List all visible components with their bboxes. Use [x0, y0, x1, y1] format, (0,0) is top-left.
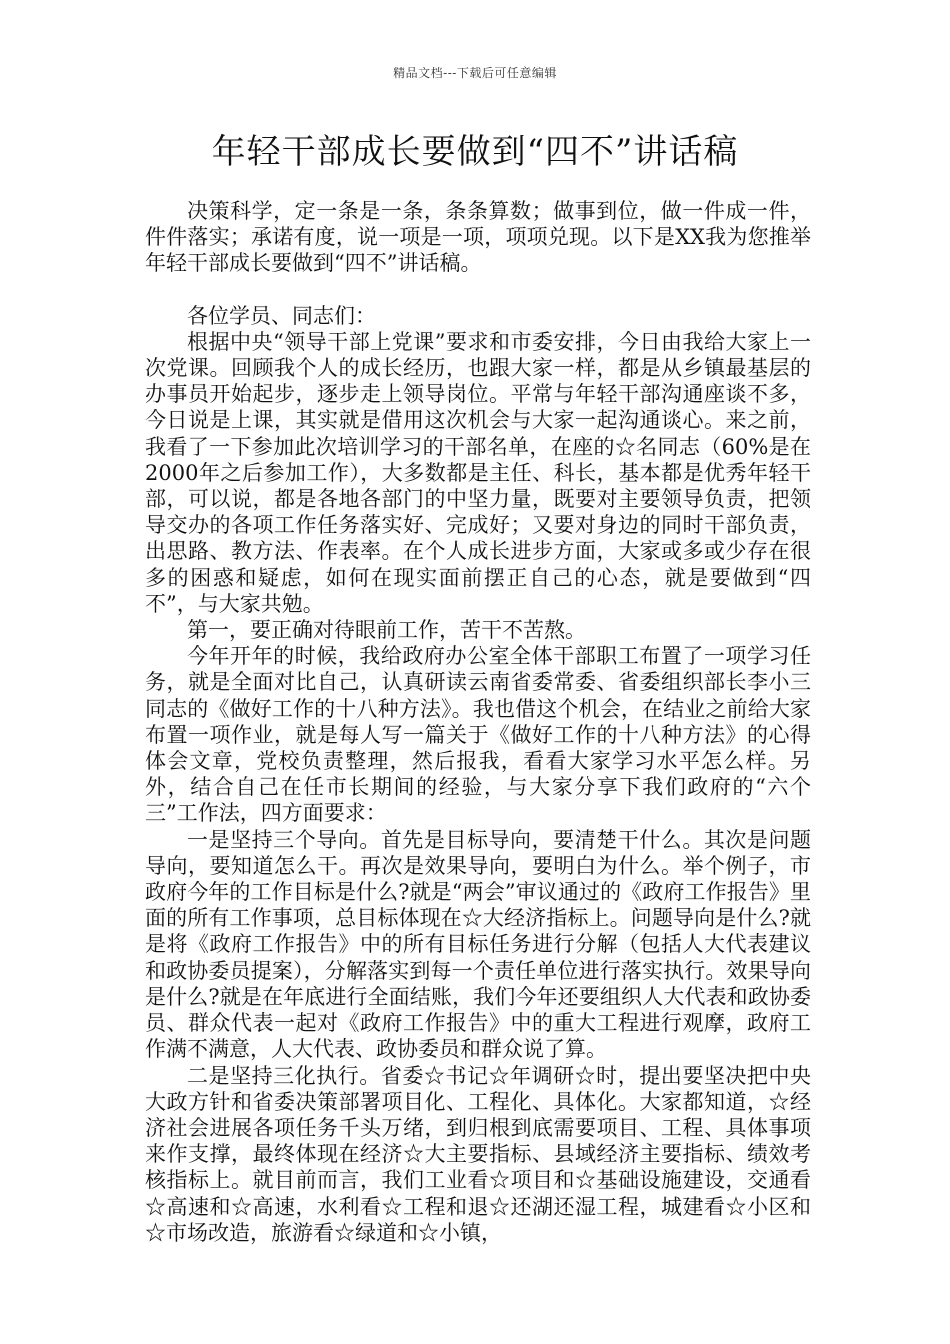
salutation-paragraph: 各位学员、同志们：	[187, 303, 376, 328]
body-paragraph: 一是坚持三个导向。首先是目标导向，要清楚干什么。其次是问题导向，要知道怎么干。再次是效果导向，要明白为什么。举个例子，市政府今年的工作目标是什么?就是“两会”审议通过的《政府工作报告》里面的所有工作事项，总目标体现在☆大经济指标上。问题导向是什么?就是将《政府工作报告》中的所有目标任务进行分解（包括人大代表建议和政协委员提案），分解落实到每一个责任单位进行落实执行。效果导向是什么?就是在年底进行全面结账，我们今年还要组织人大代表和政协委员、群众代表一起对《政府工作报告》中的重大工程进行观摩，政府工作满不满意，人大代表、政协委员和群众说了算。	[145, 827, 811, 1062]
body-paragraph: 今年开年的时候，我给政府办公室全体干部职工布置了一项学习任务，就是全面对比自己，认真研读云南省委常委、省委组织部长李小三同志的《做好工作的十八种方法》。我也借这个机会，在结业之前给大家布置一项作业，就是每人写一篇关于《做好工作的十八种方法》的心得体会文章，党校负责整理，然后报我，看看大家学习水平怎么样。另外，结合自己在任市长期间的经验，与大家分享下我们政府的“六个三”工作法，四方面要求：	[145, 644, 811, 826]
body-paragraph: 根据中央“领导干部上党课”要求和市委安排，今日由我给大家上一次党课。回顾我个人的成长经历，也跟大家一样，都是从乡镇最基层的办事员开始起步，逐步走上领导岗位。平常与年轻干部沟通座谈不多，今日说是上课，其实就是借用这次机会与大家一起沟通谈心。来之前，我看了一下参加此次培训学习的干部名单，在座的☆名同志（60%是在2000年之后参加工作），大多数都是主任、科长，基本都是优秀年轻干部，可以说，都是各地各部门的中坚力量，既要对主要领导负责，把领导交办的各项工作任务落实好、完成好；又要对身边的同时干部负责，出思路、教方法、作表率。在个人成长进步方面，大家或多或少存在很多的困惑和疑虑，如何在现实面前摆正自己的心态，就是要做到“四不”，与大家共勉。	[145, 329, 811, 616]
section-heading-paragraph: 第一，要正确对待眼前工作，苦干不苦熬。	[187, 618, 586, 643]
intro-paragraph: 决策科学，定一条是一条，条条算数；做事到位，做一件成一件，件件落实；承诺有度，说一项是一项，项项兑现。以下是XX我为您推举年轻干部成长要做到“四不”讲话稿。	[145, 199, 811, 276]
body-paragraph: 二是坚持三化执行。省委☆书记☆年调研☆时，提出要坚决把中央大政方针和省委决策部署项目化、工程化、具体化。大家都知道，☆经济社会进展各项任务千头万绪，到归根到底需要项目、工程、具体事项来作支撑，最终体现在经济☆大主要指标、县域经济主要指标、绩效考核指标上。就目前而言，我们工业看☆项目和☆基础设施建设，交通看☆高速和☆高速，水利看☆工程和退☆还湖还湿工程，城建看☆小区和☆市场改造，旅游看☆绿道和☆小镇，	[145, 1063, 811, 1245]
page-title: 年轻干部成长要做到“四不”讲话稿	[211, 132, 739, 172]
header-note: 精品文档---下载后可任意编辑	[393, 66, 557, 80]
document-body	[145, 198, 811, 1246]
